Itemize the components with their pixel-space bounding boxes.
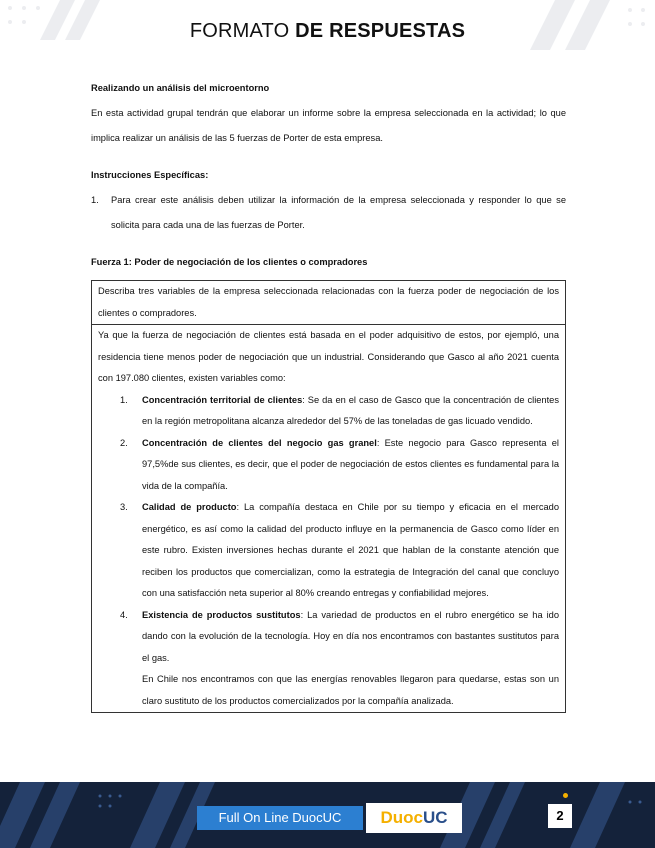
list-number: 4. <box>120 609 128 620</box>
instructions-heading: Instrucciones Específicas: <box>91 170 209 180</box>
document-body <box>91 76 566 275</box>
answer-continuation: En Chile nos encontramos con que las energías renovables llegaron para quedarse, estas son un claro sustituto de los productos comercializados por la compañía analizada. <box>142 674 559 706</box>
list-text <box>142 390 559 433</box>
item-title: Calidad de producto <box>142 502 237 512</box>
list-text <box>142 433 559 498</box>
force1-heading <box>91 250 566 275</box>
item-title: Concentración de clientes del negocio gas granel <box>142 437 377 448</box>
item-text: : Se da en el caso de Gasco que la concentración de clientes en la región metropolitana alcanza alrededor del 57% de las toneladas de gas licuado vendido. <box>142 394 560 426</box>
item-title: Existencia de productos sustitutos <box>142 609 301 620</box>
intro-paragraph: En esta actividad grupal tendrán que elaborar un informe sobre la empresa seleccionada en la actividad; lo que implica realizar un análisis de las 5 fuerzas de Porter de esta empresa. <box>91 108 566 143</box>
logo-text-part1: Duoc <box>380 808 423 827</box>
force1-question: Describa tres variables de la empresa seleccionada relacionadas con la fuerza poder de negociación de los clientes o compradores. <box>92 281 566 325</box>
list-item <box>98 605 559 670</box>
list-item <box>98 433 559 498</box>
force1-table <box>91 280 566 713</box>
list-item <box>98 390 559 433</box>
list-item <box>98 497 559 605</box>
title-bold: DE RESPUESTAS <box>295 20 466 42</box>
item-text: : Este negocio para Gasco representa el 97,5%de sus clientes, es decir, que el poder de negociación de estos clientes es fundamental para la vida de la compañía. <box>142 437 559 491</box>
force1-heading-text: : Poder de negociación de los clientes o compradores <box>128 257 368 267</box>
title-regular: FORMATO <box>189 20 296 42</box>
list-number: 2. <box>120 437 128 448</box>
page-number: 2 <box>548 804 572 828</box>
intro-heading: Realizando un análisis del microentorno <box>91 83 270 93</box>
duocuc-logo <box>366 803 462 833</box>
answer-intro: Ya que la fuerza de negociación de clientes está basada en el poder adquisitivo de estos, por ejempló, una residencia tiene menos poder de negociación que un industrial. Considerando que Gasco al año 2021 cuenta con 197.080 clientes, existen variables como: <box>98 330 559 383</box>
item-title: Concentración territorial de clientes <box>142 394 303 405</box>
page-title <box>0 20 655 43</box>
list-text <box>142 497 559 605</box>
list-number: 3. <box>120 502 128 512</box>
force1-answer <box>92 325 566 713</box>
item-text: : La compañía destaca en Chile por su tiempo y eficacia en el mercado energético, es así como la calidad del producto influye en la permanencia de Gasco como líder en este rubro. Existen inversiones hechas durante el 2021 que hablan de la constante atención que reciben los productos que comercializan, como la estrategia de Integración del canal que concluyo con una satisfacción neta superior al 80% creando entregas y confiabilidad mejores. <box>142 502 560 598</box>
item-text: : La variedad de productos en el rubro energético se ha ido dando con la evolución de la tecnología. Hoy en día nos encontramos con bastantes sustitutos para el gas. <box>142 609 559 663</box>
list-text <box>142 605 559 670</box>
footer-banner: Full On Line DuocUC <box>197 806 363 830</box>
list-number: 1. <box>91 195 99 205</box>
list-item <box>91 188 566 238</box>
accent-dot-icon <box>563 793 568 798</box>
force1-heading-label: Fuerza 1 <box>91 257 129 267</box>
logo-text-part2: UC <box>422 808 448 827</box>
list-text: Para crear este análisis deben utilizar la información de la empresa seleccionada y responder lo que se solicita para cada una de las fuerzas de Porter. <box>111 195 566 230</box>
list-number: 1. <box>120 394 128 405</box>
